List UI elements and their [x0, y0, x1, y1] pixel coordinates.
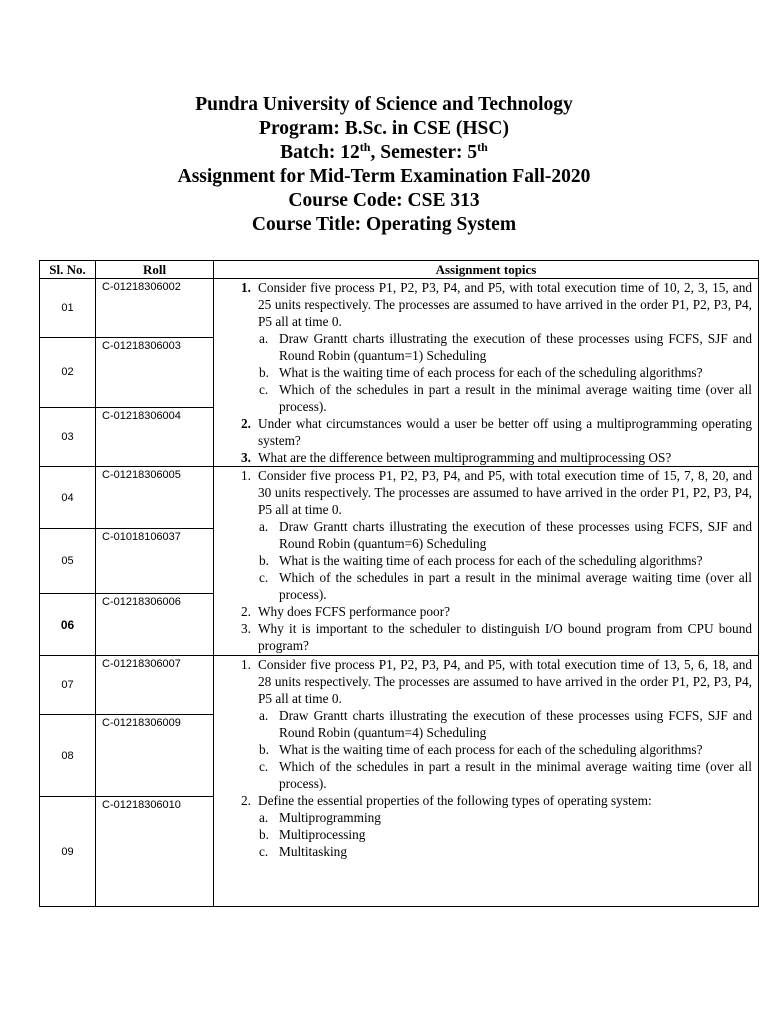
course-code-line: Course Code: CSE 313 [288, 190, 480, 211]
sub-question-item [257, 826, 752, 843]
sub-question-letter: c. [259, 844, 269, 859]
university-name: Pundra University of Science and Technology [195, 94, 573, 115]
question-text: Consider five process P1, P2, P3, P4, and P5, with total execution time of 15, 7, 8, 20, and 30 units respectively. The processes are assumed to have arrived in the order P1, P2, P3, P4, P5 all at time 0. [258, 468, 752, 517]
batch-label: Batch: 12 [280, 142, 360, 163]
table-row [40, 279, 759, 338]
sub-question-item [257, 758, 752, 792]
assignment-line: Assignment for Mid-Term Examination Fall-2020 [177, 166, 591, 187]
table-row [40, 656, 759, 715]
question-number: 2. [241, 604, 251, 619]
question-number: 3. [241, 450, 251, 465]
roll-cell: C-01218306003 [96, 338, 214, 407]
sub-question-letter: a. [259, 519, 269, 534]
sub-question-text: Multitasking [279, 844, 347, 859]
question-text: Define the essential properties of the following types of operating system: [258, 793, 652, 808]
sub-question-item [257, 809, 752, 826]
sub-question-text: Draw Grantt charts illustrating the execution of these processes using FCFS, SJF and Round Robin (quantum=1) Scheduling [279, 331, 752, 363]
question-number: 2. [241, 416, 251, 431]
sub-question-letter: c. [259, 570, 269, 585]
question-number: 1. [241, 468, 251, 483]
question-number: 2. [241, 793, 251, 808]
roll-cell: C-01018106037 [96, 529, 214, 594]
document-header [0, 93, 768, 237]
sub-question-letter: b. [259, 365, 269, 380]
sub-question-text: Which of the schedules in part a result in the minimal average waiting time (over all process). [279, 382, 752, 414]
sub-question-item [257, 330, 752, 364]
roll-cell: C-01218306002 [96, 279, 214, 338]
sub-question-item [257, 518, 752, 552]
question-item [214, 603, 752, 620]
sub-question-item [257, 569, 752, 603]
sl-cell: 06 [40, 594, 96, 656]
sl-cell: 08 [40, 715, 96, 797]
sub-question-letter: a. [259, 331, 269, 346]
sub-question-item [257, 381, 752, 415]
question-text: What are the difference between multiprogramming and multiprocessing OS? [258, 450, 672, 465]
batch-semester-line [0, 141, 768, 165]
roll-cell: C-01218306006 [96, 594, 214, 656]
question-text: Why does FCFS performance poor? [258, 604, 451, 619]
sub-question-item [257, 843, 752, 860]
course-title-line: Course Title: Operating System [251, 214, 517, 235]
topics-cell [214, 656, 759, 907]
sub-question-letter: b. [259, 827, 269, 842]
topics-header: Assignment topics [214, 261, 759, 279]
sub-question-text: Which of the schedules in part a result in the minimal average waiting time (over all process). [279, 759, 752, 791]
question-item [214, 620, 752, 654]
semester-label: , Semester: 5 [370, 142, 478, 163]
sub-question-text: Draw Grantt charts illustrating the execution of these processes using FCFS, SJF and Round Robin (quantum=4) Scheduling [279, 708, 752, 740]
sub-question-text: Multiprocessing [279, 827, 366, 842]
sub-question-text: Multiprogramming [279, 810, 381, 825]
question-text: Under what circumstances would a user be better off using a multiprogramming operating system? [258, 416, 752, 448]
roll-cell: C-01218306005 [96, 467, 214, 529]
question-item [214, 467, 752, 518]
sub-question-item [257, 552, 752, 569]
sl-no-header: Sl. No. [40, 261, 96, 279]
question-number: 3. [241, 621, 251, 636]
sub-question-letter: a. [259, 708, 269, 723]
roll-header: Roll [96, 261, 214, 279]
sub-question-letter: c. [259, 382, 269, 397]
batch-superscript: th [359, 140, 371, 154]
question-item [214, 279, 752, 330]
sub-question-item [257, 707, 752, 741]
sl-cell: 09 [40, 797, 96, 907]
sub-question-letter: b. [259, 742, 269, 757]
question-item [214, 415, 752, 449]
question-item [214, 792, 752, 809]
sub-question-item [257, 364, 752, 381]
sub-question-letter: b. [259, 553, 269, 568]
sub-question-item [257, 741, 752, 758]
question-text: Why it is important to the scheduler to distinguish I/O bound program from CPU bound program? [258, 621, 752, 653]
table-row [40, 467, 759, 529]
semester-superscript: th [477, 140, 488, 154]
sl-cell: 07 [40, 656, 96, 715]
program-line: Program: B.Sc. in CSE (HSC) [259, 118, 509, 139]
question-text: Consider five process P1, P2, P3, P4, and P5, with total execution time of 13, 5, 6, 18, and 28 units respectively. The processes are assumed to have arrived in the order P1, P2, P3, P4, P5 all at time 0. [258, 657, 752, 706]
sub-question-text: What is the waiting time of each process for each of the scheduling algorithms? [279, 365, 703, 380]
roll-cell: C-01218306010 [96, 797, 214, 907]
sub-question-text: What is the waiting time of each process for each of the scheduling algorithms? [279, 553, 703, 568]
roll-cell: C-01218306004 [96, 407, 214, 466]
topics-cell [214, 467, 759, 656]
topics-cell [214, 279, 759, 467]
question-item [214, 449, 752, 466]
question-item [214, 656, 752, 707]
sub-question-text: Draw Grantt charts illustrating the execution of these processes using FCFS, SJF and Round Robin (quantum=6) Scheduling [279, 519, 752, 551]
question-number: 1. [241, 280, 251, 295]
sl-cell: 05 [40, 529, 96, 594]
sl-cell: 04 [40, 467, 96, 529]
sub-question-letter: c. [259, 759, 269, 774]
sl-cell: 03 [40, 407, 96, 466]
question-text: Consider five process P1, P2, P3, P4, and P5, with total execution time of 10, 2, 3, 15, and 25 units respectively. The processes are assumed to have arrived in the order P1, P2, P3, P4, P5 all at time 0. [258, 280, 752, 329]
roll-cell: C-01218306007 [96, 656, 214, 715]
sl-cell: 01 [40, 279, 96, 338]
sl-cell: 02 [40, 338, 96, 407]
assignment-table [39, 260, 759, 907]
table-header-row [40, 261, 759, 279]
question-number: 1. [241, 657, 251, 672]
sub-question-text: What is the waiting time of each process for each of the scheduling algorithms? [279, 742, 703, 757]
sub-question-text: Which of the schedules in part a result in the minimal average waiting time (over all process). [279, 570, 752, 602]
roll-cell: C-01218306009 [96, 715, 214, 797]
sub-question-letter: a. [259, 810, 269, 825]
